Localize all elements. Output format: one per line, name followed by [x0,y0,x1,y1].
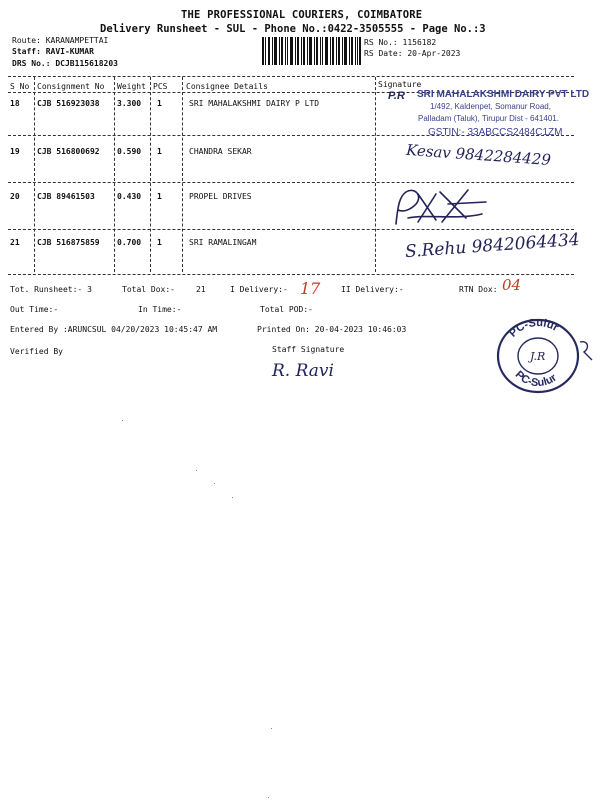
barcode [262,37,362,65]
row-consignee: SRI MAHALAKSHMI DAIRY P LTD [189,99,320,108]
drs-label: DRS No.: [12,59,51,68]
printed-on: Printed On: 20-04-2023 10:46:03 [257,325,407,334]
rtn-dox-label: RTN Dox: [459,285,498,294]
total-dox-value: 21 [196,285,206,294]
seal-text-bottom: PC-Sulur [512,368,559,390]
out-time: Out Time:- [10,305,59,314]
row-consignment: CJB 516923038 [37,99,100,108]
table-top-rule [8,76,574,77]
verified-by: Verified By [10,347,63,356]
col-header-signature: Signature [378,80,422,89]
scan-speck [268,797,269,798]
company-title: THE PROFESSIONAL COURIERS, COIMBATORE [181,9,423,21]
scan-speck [232,497,233,498]
rtn-dox-handwritten: 04 [502,276,522,294]
stamp-company-name: SRI MAHALAKSHMI DAIRY PVT LTD [417,89,590,100]
row-weight: 0.590 [117,147,142,156]
row-weight: 0.430 [117,192,142,201]
row-consignee: PROPEL DRIVES [189,192,252,201]
handwritten-initials: P.R [388,90,405,102]
staff-label: Staff: RAVI-KUMAR [12,47,94,56]
in-time: In Time:- [138,305,182,314]
signature-row21: S.Rehu 9842064434 [404,229,581,263]
svg-text:PC-Sulur [513,369,560,389]
rs-date: RS Date: 20-Apr-2023 [364,49,461,58]
row-consignee: CHANDRA SEKAR [189,147,252,156]
row-weight: 3.300 [117,99,142,108]
row-consignment: CJB 516800692 [37,147,100,156]
col-divider [182,77,183,272]
row-sno: 19 [10,147,20,156]
entered-by: Entered By :ARUNCSUL 04/20/2023 10:45:47 AM [10,325,218,334]
seal-scribble [578,338,596,366]
col-divider [114,77,115,272]
row-consignment: CJB 516875859 [37,238,100,247]
signature-row19: Kesav 9842284429 [405,140,552,170]
col-divider [375,77,376,272]
stamp-address-line2: Palladam (Taluk), Tirupur Dist - 641401. [418,114,559,123]
col-header-pcs: PCS [153,82,168,91]
row-sno: 18 [10,99,20,108]
scan-speck [122,420,123,421]
seal-text-top: PC-Sulur [506,316,561,340]
row-pcs: 1 [157,238,162,247]
stamp-address-line1: 1/492, Kaldenpet, Somanur Road, [430,102,551,111]
row-rule [8,182,574,183]
row-pcs: 1 [157,99,162,108]
ii-delivery-label: II Delivery:- [341,285,404,294]
col-header-weight: Weight [117,82,146,91]
drs-number [12,59,118,68]
col-divider [34,77,35,272]
col-header-sno: S No [10,82,30,91]
row-pcs: 1 [157,147,162,156]
scan-speck [196,470,197,471]
total-pod: Total POD:- [260,305,313,314]
col-header-consignment: Consignment No [37,82,105,91]
row-sno: 20 [10,192,20,201]
staff-signature-handwritten: R. Ravi [272,361,334,381]
scan-speck [271,728,272,729]
row-pcs: 1 [157,192,162,201]
row-sno: 21 [10,238,20,247]
staff-signature-label: Staff Signature [272,345,345,354]
office-seal [494,316,582,396]
rs-number: RS No.: 1156182 [364,38,437,47]
i-delivery-label: I Delivery:- [230,285,288,294]
col-divider [150,77,151,272]
route-label: Route: KARANAMPETTAI [12,36,109,45]
row-consignment: CJB 89461503 [37,192,95,201]
runsheet-subtitle: Delivery Runsheet - SUL - Phone No.:0422-3505555 - Page No.:3 [100,23,486,35]
scan-speck [214,483,215,484]
col-header-consignee: Consignee Details [186,82,268,91]
i-delivery-handwritten: 17 [300,279,321,298]
stamp-gstin: GSTIN:- 33ABCCS2484C1ZM [428,127,563,138]
signature-row20 [388,184,498,232]
svg-text:PC-Sulur [507,317,561,340]
tot-runsheet: Tot. Runsheet:- 3 [10,285,92,294]
table-bottom-rule [8,274,574,275]
row-consignee: SRI RAMALINGAM [189,238,257,247]
drs-value: DCJB115618203 [55,59,118,68]
row-weight: 0.700 [117,238,142,247]
seal-initials: J.R [530,350,546,363]
total-dox-label: Total Dox:- [122,285,175,294]
